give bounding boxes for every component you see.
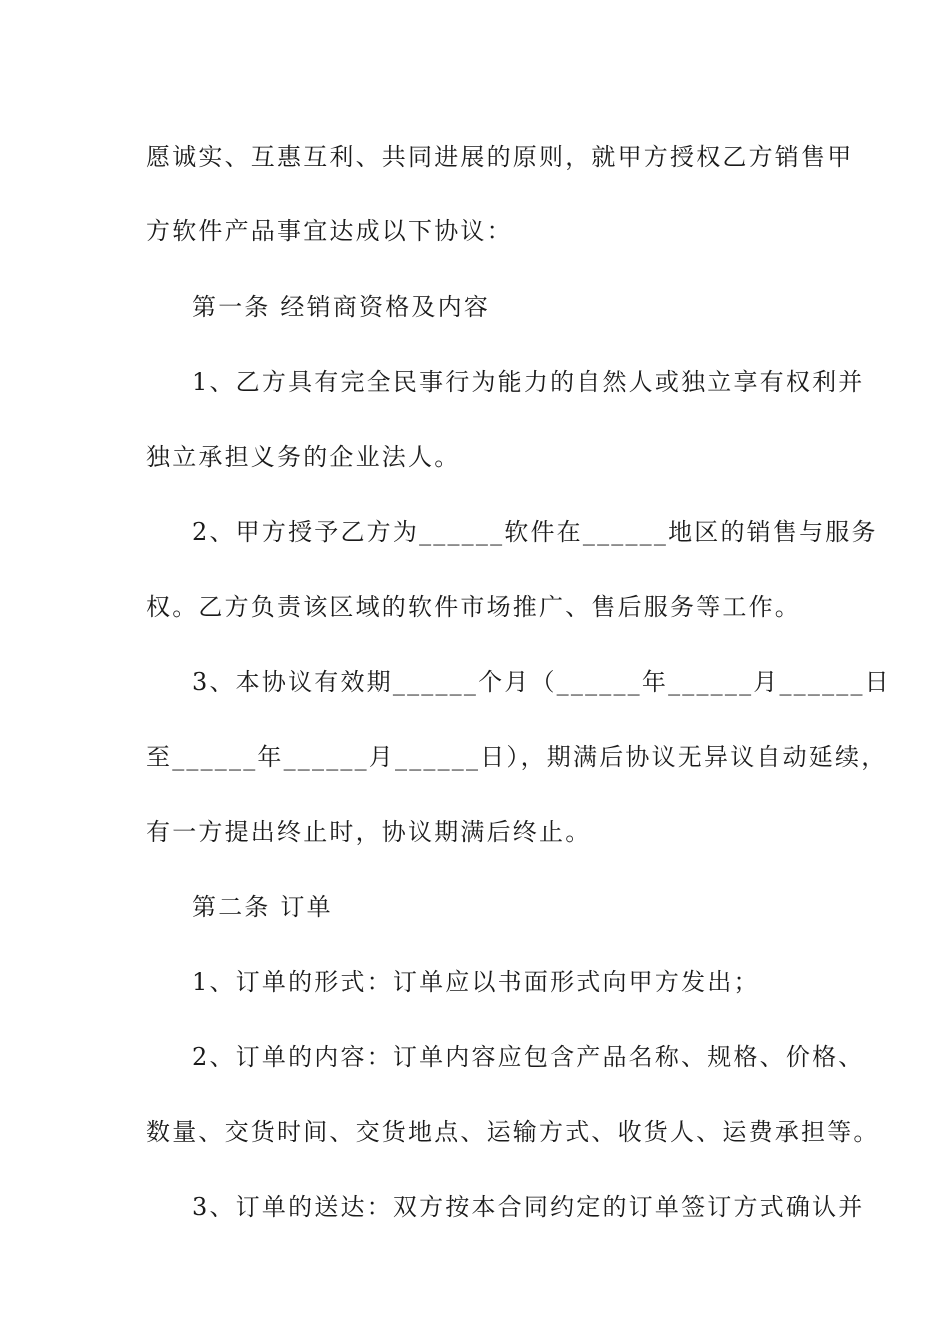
clause-line: 独立承担义务的企业法人。: [146, 443, 461, 471]
clause-line: 至______年______月______日），期满后协议无异议自动延续，: [146, 743, 888, 771]
section-heading: 第一条 经销商资格及内容: [192, 293, 491, 321]
paragraph-line: 愿诚实、互惠互利、共同进展的原则，就甲方授权乙方销售甲: [146, 143, 854, 171]
clause-line: 有一方提出终止时，协议期满后终止。: [146, 818, 592, 846]
paragraph-line: 方软件产品事宜达成以下协议：: [146, 217, 513, 245]
clause-line: 3、本协议有效期______个月（______年______月______日: [192, 668, 891, 696]
section-heading: 第二条 订单: [192, 893, 333, 921]
clause-line: 1、乙方具有完全民事行为能力的自然人或独立享有权利并: [192, 368, 865, 396]
clause-line: 2、订单的内容：订单内容应包含产品名称、规格、价格、: [192, 1043, 865, 1071]
clause-line: 3、订单的送达：双方按本合同约定的订单签订方式确认并: [192, 1193, 865, 1221]
clause-line: 权。乙方负责该区域的软件市场推广、售后服务等工作。: [146, 593, 801, 621]
clause-line: 2、甲方授予乙方为______软件在______地区的销售与服务: [192, 518, 878, 546]
clause-line: 数量、交货时间、交货地点、运输方式、收货人、运费承担等。: [146, 1118, 880, 1146]
clause-line: 1、订单的形式：订单应以书面形式向甲方发出；: [192, 968, 760, 996]
